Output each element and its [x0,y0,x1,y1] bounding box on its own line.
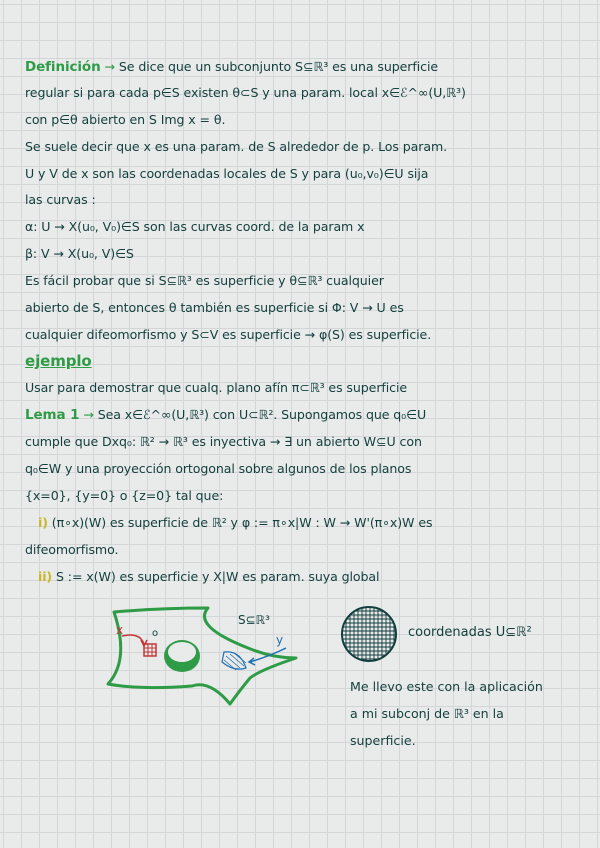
text-line [25,58,593,76]
line-text: q₀∈W y una proyección ortogonal sobre algunos de los planos [25,461,412,476]
text-line [38,568,600,586]
item-number: ii) [38,569,53,584]
text-line [25,460,593,478]
text-line [25,245,593,263]
text-line [25,326,593,344]
mapping-arrow [122,635,144,644]
line-text: U y V de x son las coordenadas locales de S y para (u₀,v₀)∈U sija [25,166,429,181]
line-text: las curvas : [25,192,96,207]
line-text: α: U → X(u₀, V₀)∈S son las curvas coord. de la param x [25,219,365,234]
side-note-line: Me llevo este con la aplicación [350,679,543,694]
text-line [25,433,593,451]
item-number: i) [38,515,48,530]
line-text: regular si para cada p∈S existen θ⊂S y una param. local x∈ℰ^∞(U,ℝ³) [25,85,466,100]
label-o: o [152,628,159,639]
text-line [25,218,593,236]
text-line [25,84,593,102]
coordinate-disk [338,603,400,665]
text-line [25,111,593,129]
arrow-glyph: → [83,407,94,422]
line-text: Se suele decir que x es una param. de S alrededor de p. Los param. [25,139,448,154]
text-line [25,352,593,371]
line-text: Es fácil probar que si S⊆ℝ³ es superficie y θ⊆ℝ³ cualquier [25,273,384,288]
line-text: {x=0}, {y=0} o {z=0} tal que: [25,488,224,503]
definition-heading: Definición [25,59,101,75]
lemma-heading: Lema 1 [25,407,80,423]
text-line [25,487,593,505]
line-text: cualquier difeomorfismo y S⊂V es superficie → φ(S) es superficie. [25,327,432,342]
line-text: cumple que Dxq₀: ℝ² → ℝ³ es inyectiva → ∃ un abierto W⊆U con [25,434,422,449]
label-x: x [116,623,124,637]
label-y: y [276,633,284,647]
surface-figure [100,600,310,710]
text-line [25,165,593,183]
example-heading: ejemplo [25,352,92,370]
line-text: Se dice que un subconjunto S⊆ℝ³ es una superficie [118,59,438,74]
text-line [25,299,593,317]
line-text: difeomorfismo. [25,542,119,557]
side-note-line: a mi subconj de ℝ³ en la [350,706,504,721]
coordinates-caption: coordenadas U⊆ℝ² [408,625,532,640]
line-text: (π∘x)(W) es superficie de ℝ² y φ := π∘x|W : W → W'(π∘x)W es [51,515,433,530]
line-text: S := x(W) es superficie y X|W es param. suya global [56,569,380,584]
text-line [25,379,593,397]
side-note-line: superficie. [350,733,416,748]
text-line [25,406,593,424]
text-line [25,541,593,559]
text-line [38,514,600,532]
label-s: S⊆ℝ³ [238,613,270,627]
text-line [25,191,593,209]
line-text: con p∈θ abierto en S Img x = θ. [25,112,226,127]
text-line [25,272,593,290]
chart-square [144,644,156,656]
arrow-glyph: → [104,59,115,74]
text-line [25,138,593,156]
line-text: β: V → X(u₀, V)∈S [25,246,134,261]
line-text: Sea x∈ℰ^∞(U,ℝ³) con U⊂ℝ². Supongamos que q₀∈U [97,407,427,422]
line-text: Usar para demostrar que cualq. plano afín π⊂ℝ³ es superficie [25,380,408,395]
line-text: abierto de S, entonces θ también es superficie si Φ: V → U es [25,300,404,315]
